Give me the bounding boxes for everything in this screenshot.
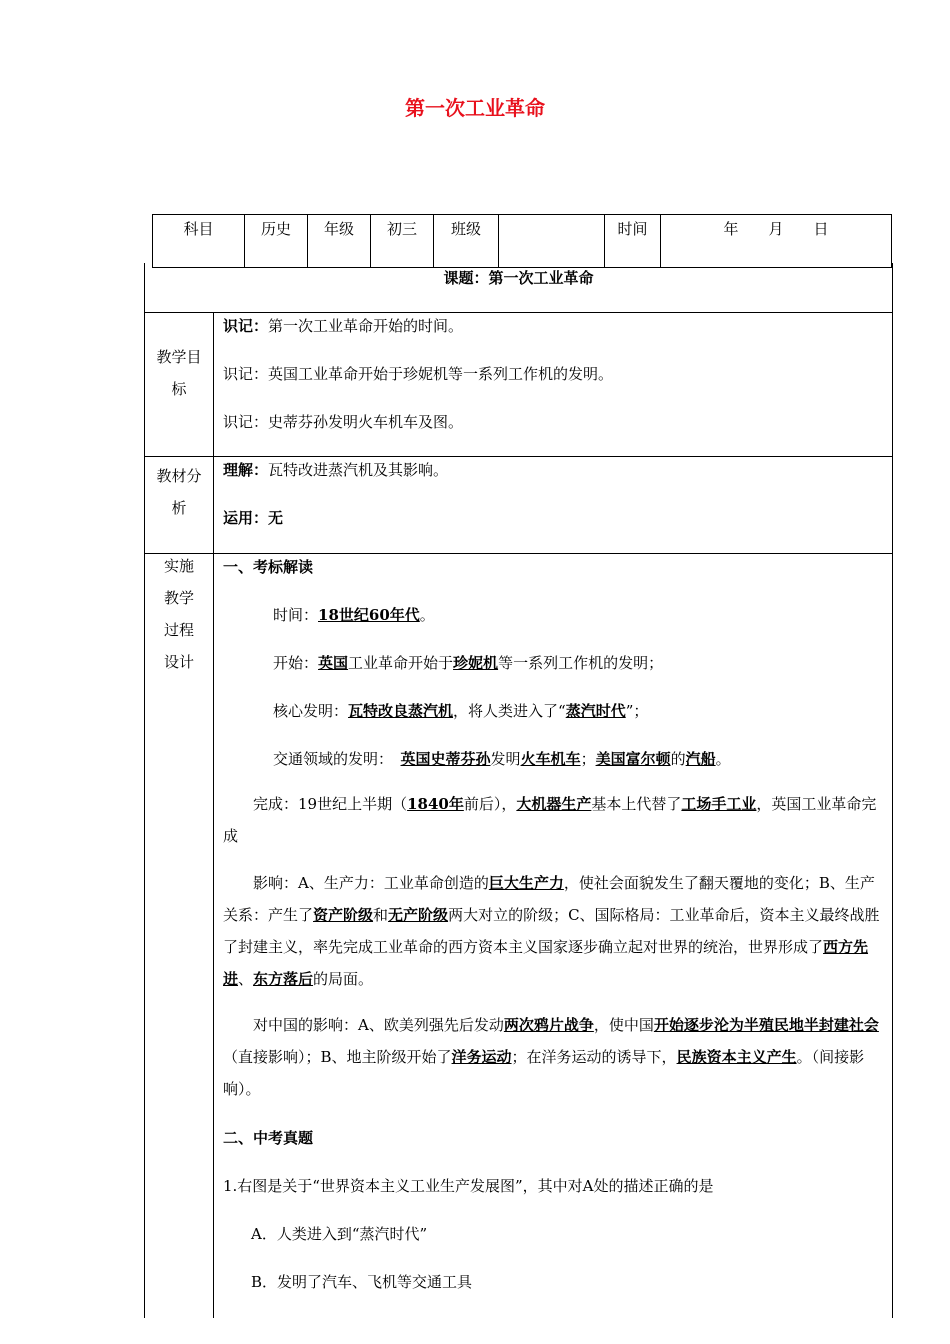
text: 的 xyxy=(670,750,686,768)
text: 、 xyxy=(238,970,254,988)
text: 工业革命开始于 xyxy=(348,654,454,672)
text: 对中国的影响：A、欧美列强先后发动 xyxy=(253,1016,504,1034)
apply-line xyxy=(223,507,883,528)
text: 。 xyxy=(419,606,435,624)
goals-label: 教学目标 xyxy=(156,348,202,398)
complete-paragraph xyxy=(223,788,883,852)
time-line xyxy=(273,604,933,625)
text: ”； xyxy=(625,702,649,720)
class-value xyxy=(499,215,605,268)
understand-text: 瓦特改进蒸汽机及其影响。 xyxy=(268,461,449,479)
key-term: 大机器生产 xyxy=(516,795,592,813)
understand-line xyxy=(223,459,883,480)
divider xyxy=(145,456,892,457)
text: 开始： xyxy=(273,654,319,672)
text: 时间： xyxy=(273,606,319,624)
key-term: 英国史蒂芬孙 xyxy=(400,750,491,768)
goal-item: 识记：史蒂芬孙发明火车机车及图。 xyxy=(223,413,464,431)
traffic-line xyxy=(273,748,933,769)
goal-key: 识记： xyxy=(223,317,269,335)
text: 的局面。 xyxy=(313,970,374,988)
text: 核心发明： xyxy=(273,702,349,720)
key-term: 1840年 xyxy=(407,795,464,813)
text: ，使中国 xyxy=(593,1016,654,1034)
text: ；在洋务运动的诱导下， xyxy=(511,1048,677,1066)
option-a: A．人类进入到“蒸汽时代” xyxy=(251,1225,428,1243)
section-heading: 一、考标解读 xyxy=(223,558,314,576)
understand-key: 理解： xyxy=(223,461,269,479)
china-paragraph xyxy=(223,1009,883,1105)
class-label: 班级 xyxy=(434,215,499,268)
key-term: 两次鸦片战争 xyxy=(503,1016,594,1034)
text: 完成：19世纪上半期（ xyxy=(253,795,408,813)
page-title: 第一次工业革命 xyxy=(405,96,545,120)
grade-value: 初三 xyxy=(371,215,434,268)
impact-paragraph xyxy=(223,867,883,995)
key-term: 汽船 xyxy=(685,750,716,768)
date-value: 年 月 日 xyxy=(661,215,892,268)
key-term: 英国 xyxy=(318,654,349,672)
option-b: B．发明了汽车、飞机等交通工具 xyxy=(251,1273,473,1291)
process-label: 实施教学过程设计 xyxy=(163,557,194,671)
key-term: 无产阶级 xyxy=(388,906,449,924)
time-label: 时间 xyxy=(605,215,661,268)
text: ，英国工业革命完成 xyxy=(223,795,877,845)
key-term: 美国富尔顿 xyxy=(595,750,671,768)
text: 和 xyxy=(373,906,389,924)
text: 两大对立的阶级；C、国际格局：工业革命后，资本主义最终战胜了封建主义，率先完成工业革命的西方资本主义国家逐步确立起对世界的统治，世界形成了 xyxy=(223,906,880,956)
key-term: 瓦特改良蒸汽机 xyxy=(348,702,454,720)
text: （直接影响）；B、地主阶级开始了 xyxy=(223,1048,452,1066)
goal-item xyxy=(223,315,883,336)
text: ，使社会面貌发生了翻天覆地的变化；B、生产关系：产生了 xyxy=(223,874,875,924)
key-term: 东方落后 xyxy=(253,970,314,988)
text: 。（间接影响）。 xyxy=(223,1048,865,1098)
divider xyxy=(145,312,892,313)
core-line xyxy=(273,700,933,721)
subject-value: 历史 xyxy=(245,215,308,268)
key-term: 洋务运动 xyxy=(451,1048,512,1066)
text: 交通领域的发明： xyxy=(273,750,401,768)
key-term: 火车机车 xyxy=(520,750,581,768)
key-term: 民族资本主义产生 xyxy=(676,1048,797,1066)
section-heading: 二、中考真题 xyxy=(223,1129,314,1147)
text: 等一系列工作机的发明； xyxy=(498,654,664,672)
key-term: 西方先进 xyxy=(223,938,869,988)
info-table xyxy=(152,214,892,268)
topic-title: 课题：第一次工业革命 xyxy=(443,269,594,287)
lesson-table xyxy=(144,263,893,1318)
subject-label: 科目 xyxy=(153,215,245,268)
text: ，将人类进入了“ xyxy=(453,702,566,720)
text: 前后）， xyxy=(463,795,517,813)
question-1: 1.右图是关于“世界资本主义工业生产发展图”，其中对A处的描述正确的是 xyxy=(223,1177,714,1195)
apply-text: 无 xyxy=(268,509,284,527)
key-term: 珍妮机 xyxy=(453,654,499,672)
divider xyxy=(145,553,892,554)
key-term: 工场手工业 xyxy=(681,795,757,813)
key-term: 18世纪60年代 xyxy=(318,606,420,624)
text: 。 xyxy=(715,750,731,768)
text: 基本上代替了 xyxy=(591,795,682,813)
apply-key: 运用： xyxy=(223,509,269,527)
key-term: 巨大生产力 xyxy=(488,874,564,892)
text: 发明 xyxy=(490,750,521,768)
goal-item: 识记：英国工业革命开始于珍妮机等一系列工作机的发明。 xyxy=(223,365,614,383)
key-term: 蒸汽时代 xyxy=(565,702,626,720)
key-term: 资产阶级 xyxy=(313,906,374,924)
analysis-label: 教材分析 xyxy=(156,467,202,517)
start-line xyxy=(273,652,933,673)
text: ； xyxy=(580,750,596,768)
column-divider xyxy=(213,312,214,1318)
grade-label: 年级 xyxy=(308,215,371,268)
text: 影响：A、生产力：工业革命创造的 xyxy=(253,874,489,892)
goal-text: 第一次工业革命开始的时间。 xyxy=(268,317,464,335)
key-term: 开始逐步沦为半殖民地半封建社会 xyxy=(653,1016,879,1034)
